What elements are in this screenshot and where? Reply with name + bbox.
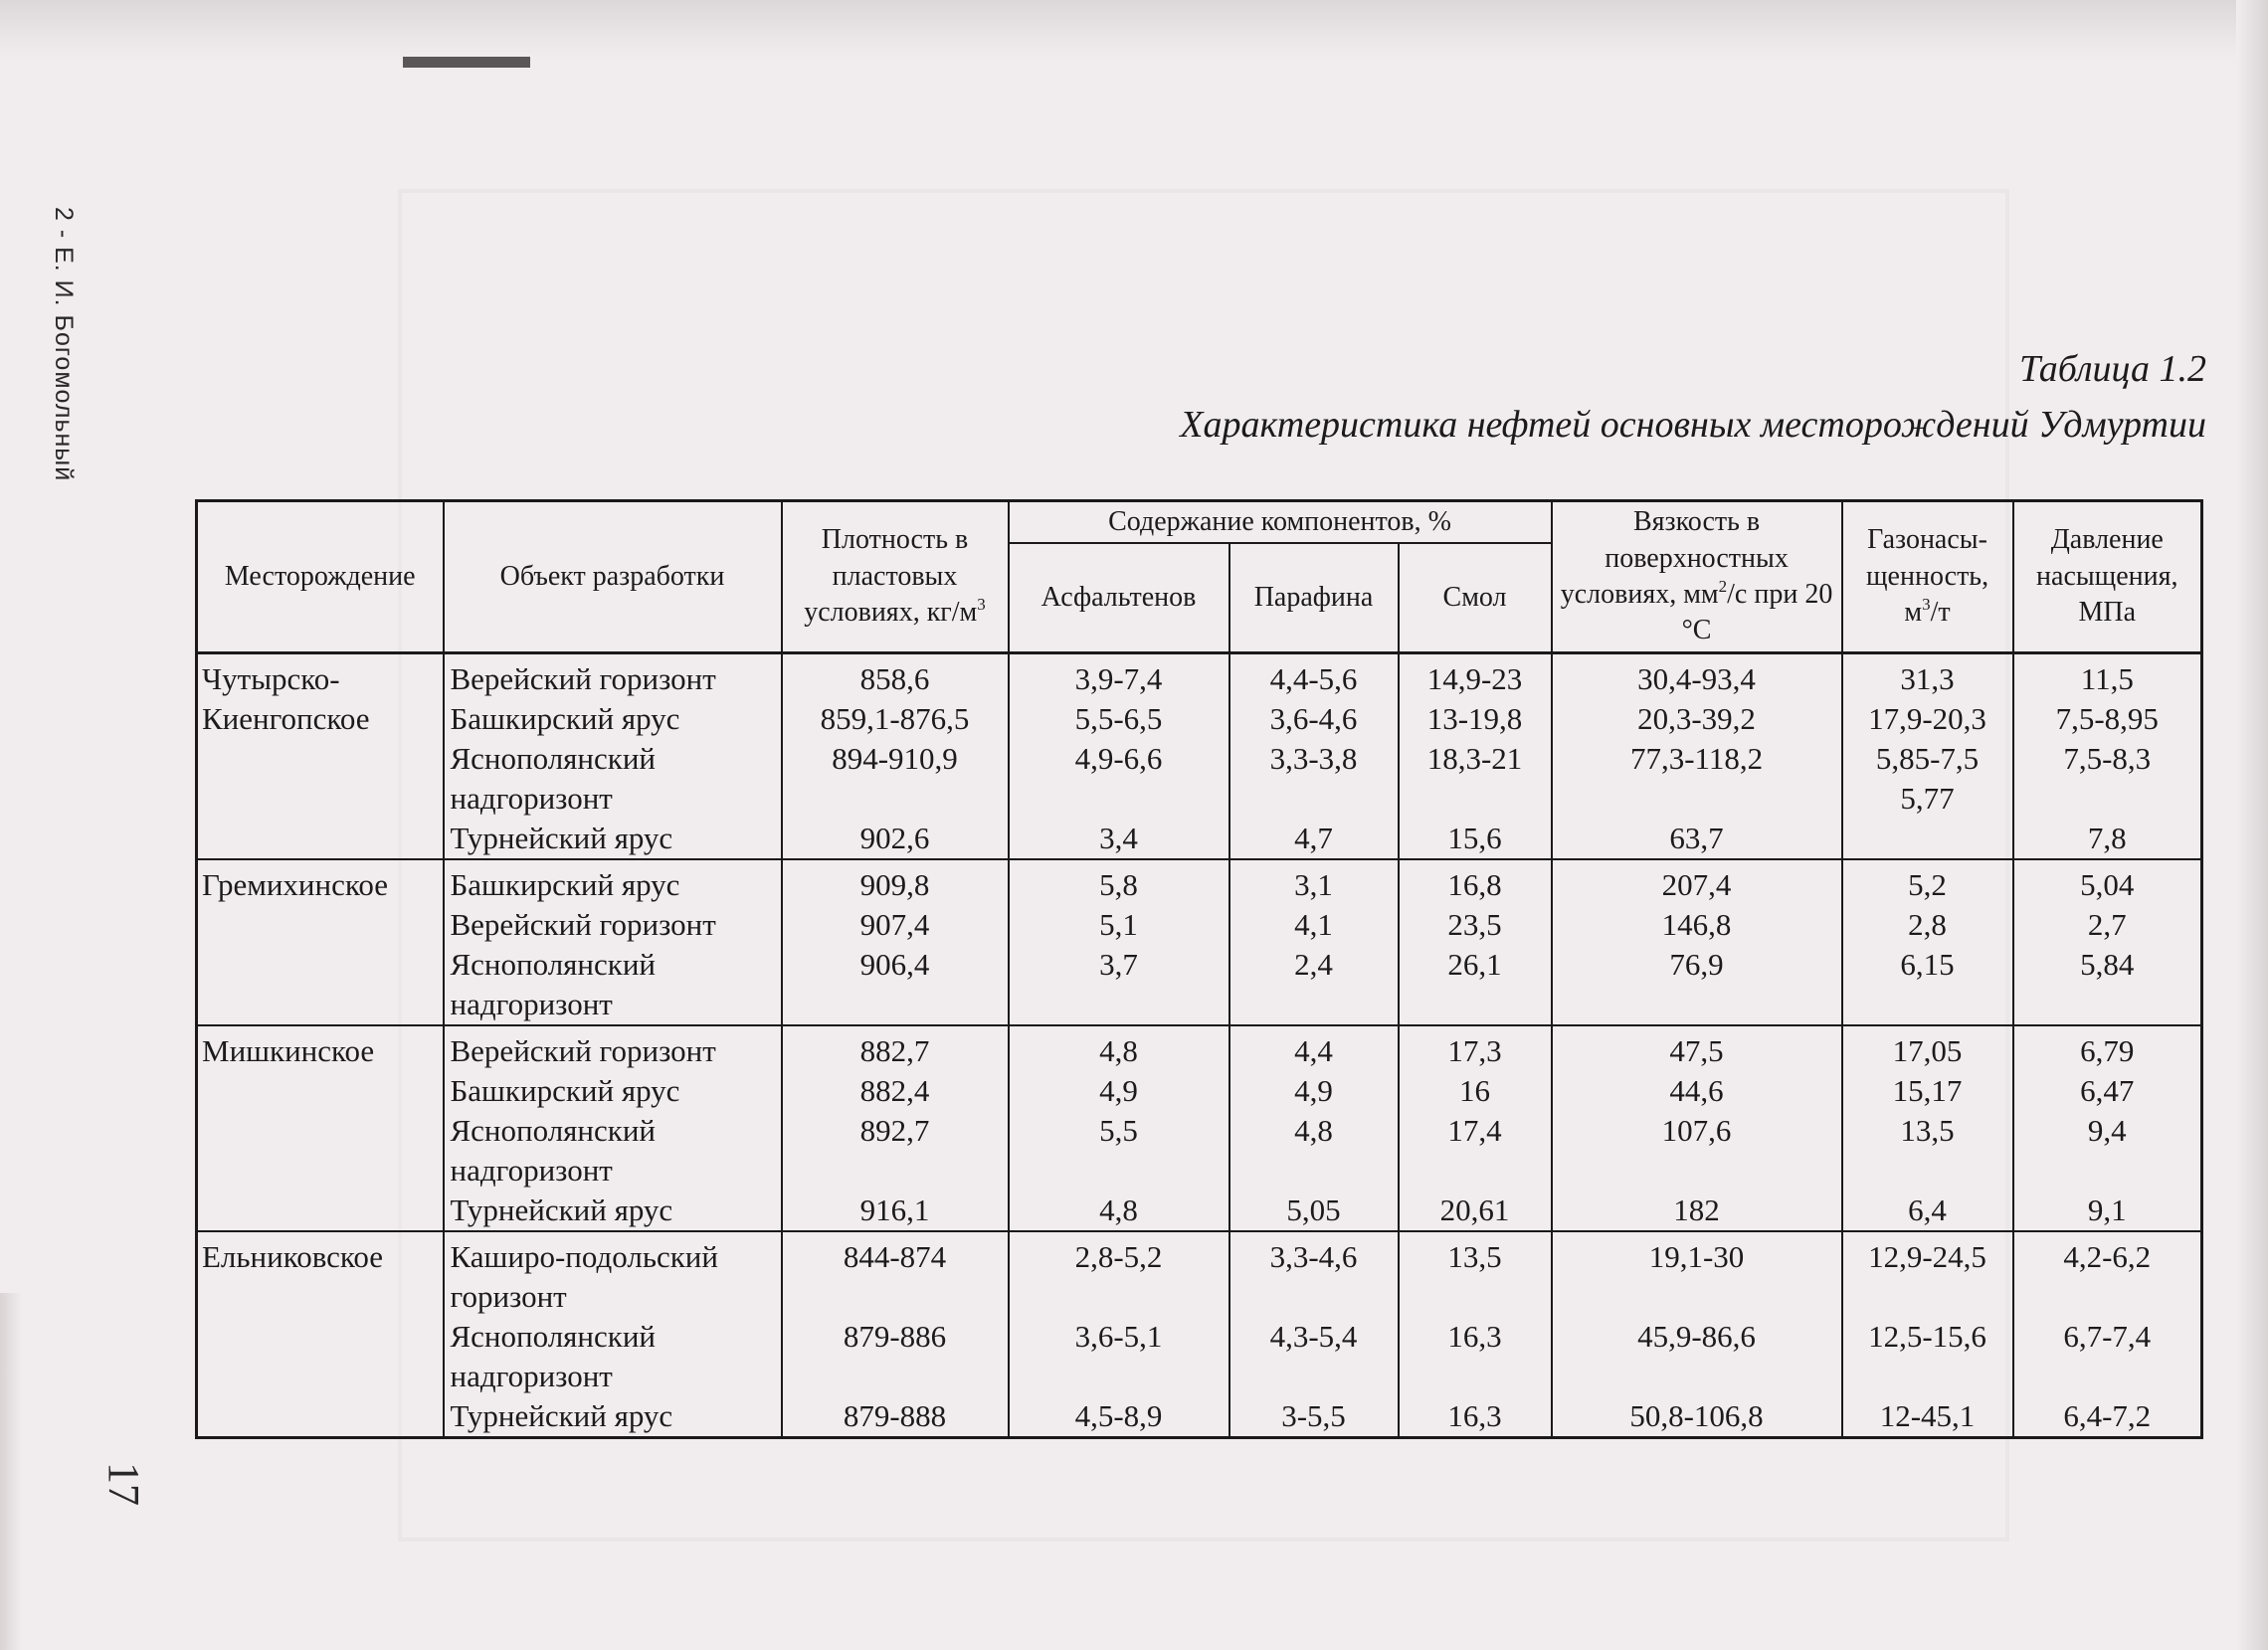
pressure-value: 7,8 — [2013, 819, 2202, 859]
gas-value: 6,15 — [1842, 945, 2013, 1025]
table-row — [197, 652, 2202, 699]
table-row — [197, 739, 2202, 819]
viscosity-value: 30,4-93,4 — [1552, 652, 1842, 699]
pressure-value: 6,79 — [2013, 1025, 2202, 1071]
paraffin-value: 4,1 — [1229, 905, 1399, 945]
asphaltenes-value: 2,8-5,2 — [1009, 1231, 1229, 1317]
table-row — [197, 1396, 2202, 1438]
pressure-value: 2,7 — [2013, 905, 2202, 945]
gas-value — [1842, 819, 2013, 859]
pressure-value: 9,1 — [2013, 1191, 2202, 1231]
resins-value: 17,3 — [1399, 1025, 1552, 1071]
pressure-value: 5,84 — [2013, 945, 2202, 1025]
density-value: 894-910,9 — [782, 739, 1009, 819]
gas-value: 13,5 — [1842, 1111, 2013, 1191]
paraffin-value: 2,4 — [1229, 945, 1399, 1025]
table-row — [197, 905, 2202, 945]
object-name: Башкирский ярус — [444, 1071, 782, 1111]
table-row — [197, 1025, 2202, 1071]
resins-value: 20,61 — [1399, 1191, 1552, 1231]
gas-value: 31,3 — [1842, 652, 2013, 699]
density-value: 916,1 — [782, 1191, 1009, 1231]
paraffin-value: 4,9 — [1229, 1071, 1399, 1111]
asphaltenes-value: 3,9-7,4 — [1009, 652, 1229, 699]
resins-value: 17,4 — [1399, 1111, 1552, 1191]
viscosity-value: 77,3-118,2 — [1552, 739, 1842, 819]
header-gas-tail: /т — [1930, 597, 1951, 629]
scan-artifact-bar — [403, 57, 530, 68]
viscosity-value: 146,8 — [1552, 905, 1842, 945]
viscosity-value: 47,5 — [1552, 1025, 1842, 1071]
field-name: Ельниковское — [197, 1231, 444, 1438]
density-value: 909,8 — [782, 859, 1009, 905]
object-name: Турнейский ярус — [444, 1191, 782, 1231]
paraffin-value: 4,4 — [1229, 1025, 1399, 1071]
paraffin-value: 3,3-3,8 — [1229, 739, 1399, 819]
density-value: 844-874 — [782, 1231, 1009, 1317]
gas-value-line1: 5,85-7,5 — [1875, 740, 1980, 776]
gas-value — [1842, 739, 2013, 819]
object-name: Турнейский ярус — [444, 1396, 782, 1438]
resins-value: 15,6 — [1399, 819, 1552, 859]
viscosity-value: 44,6 — [1552, 1071, 1842, 1111]
object-name: Турнейский ярус — [444, 819, 782, 859]
object-name: Верейский горизонт — [444, 1025, 782, 1071]
resins-value: 26,1 — [1399, 945, 1552, 1025]
header-gas-sup: 3 — [1922, 595, 1931, 615]
object-name: Башкирский ярус — [444, 859, 782, 905]
header-components: Содержание компонентов, % — [1009, 501, 1552, 544]
viscosity-value: 182 — [1552, 1191, 1842, 1231]
header-pressure: Давление насыщения, МПа — [2013, 501, 2202, 653]
table-title: Характеристика нефтей основных месторождений Удмуртии — [1180, 404, 2206, 446]
page-number: 17 — [99, 1462, 148, 1506]
resins-value: 16,8 — [1399, 859, 1552, 905]
asphaltenes-value: 5,5-6,5 — [1009, 699, 1229, 739]
paraffin-value: 4,8 — [1229, 1111, 1399, 1191]
table-row — [197, 945, 2202, 1025]
asphaltenes-value: 4,8 — [1009, 1191, 1229, 1231]
object-name: Яснополянский надгоризонт — [444, 1111, 782, 1191]
asphaltenes-value: 4,9 — [1009, 1071, 1229, 1111]
pressure-value: 6,7-7,4 — [2013, 1317, 2202, 1396]
viscosity-value: 107,6 — [1552, 1111, 1842, 1191]
object-name: Верейский горизонт — [444, 652, 782, 699]
table-row — [197, 1111, 2202, 1191]
gas-value: 15,17 — [1842, 1071, 2013, 1111]
viscosity-value: 19,1-30 — [1552, 1231, 1842, 1317]
header-density-text: Плотность в пластовых условиях, кг/м — [804, 524, 978, 629]
table-row — [197, 1317, 2202, 1396]
gas-value: 17,9-20,3 — [1842, 699, 2013, 739]
density-value: 879-888 — [782, 1396, 1009, 1438]
object-name: Каширо-подольский горизонт — [444, 1231, 782, 1317]
density-value: 906,4 — [782, 945, 1009, 1025]
viscosity-value: 63,7 — [1552, 819, 1842, 859]
paraffin-value: 3-5,5 — [1229, 1396, 1399, 1438]
resins-value: 23,5 — [1399, 905, 1552, 945]
density-value: 882,4 — [782, 1071, 1009, 1111]
pressure-value: 6,47 — [2013, 1071, 2202, 1111]
gas-value: 2,8 — [1842, 905, 2013, 945]
gas-value: 12-45,1 — [1842, 1396, 2013, 1438]
resins-value: 13-19,8 — [1399, 699, 1552, 739]
resins-value: 18,3-21 — [1399, 739, 1552, 819]
header-paraffin: Парафина — [1229, 543, 1399, 652]
header-resins: Смол — [1399, 543, 1552, 652]
field-name: Гремихинское — [197, 859, 444, 1025]
paraffin-value: 3,1 — [1229, 859, 1399, 905]
gas-value-line2: 5,77 — [1900, 780, 1955, 816]
object-name: Яснополянский надгоризонт — [444, 739, 782, 819]
density-value: 859,1-876,5 — [782, 699, 1009, 739]
viscosity-value: 207,4 — [1552, 859, 1842, 905]
viscosity-value: 20,3-39,2 — [1552, 699, 1842, 739]
asphaltenes-value: 5,5 — [1009, 1111, 1229, 1191]
header-density — [782, 501, 1009, 653]
field-name: Чутырско-Киенгопское — [197, 652, 444, 859]
header-asphaltenes: Асфальтенов — [1009, 543, 1229, 652]
paraffin-value: 4,4-5,6 — [1229, 652, 1399, 699]
paraffin-value: 4,3-5,4 — [1229, 1317, 1399, 1396]
gas-value: 5,2 — [1842, 859, 2013, 905]
header-object: Объект разработки — [444, 501, 782, 653]
density-value: 879-886 — [782, 1317, 1009, 1396]
viscosity-value: 76,9 — [1552, 945, 1842, 1025]
asphaltenes-value: 5,8 — [1009, 859, 1229, 905]
header-gas-text: Газонасы-щенность, м — [1865, 524, 1989, 629]
field-name: Мишкинское — [197, 1025, 444, 1231]
asphaltenes-value: 4,5-8,9 — [1009, 1396, 1229, 1438]
asphaltenes-value: 3,4 — [1009, 819, 1229, 859]
pressure-value: 6,4-7,2 — [2013, 1396, 2202, 1438]
page-top-shadow — [0, 0, 2268, 62]
asphaltenes-value: 4,9-6,6 — [1009, 739, 1229, 819]
asphaltenes-value: 4,8 — [1009, 1025, 1229, 1071]
pressure-value: 4,2-6,2 — [2013, 1231, 2202, 1317]
gas-value: 17,05 — [1842, 1025, 2013, 1071]
density-value: 882,7 — [782, 1025, 1009, 1071]
pressure-value: 9,4 — [2013, 1111, 2202, 1191]
table-row — [197, 1191, 2202, 1231]
gas-value: 12,5-15,6 — [1842, 1317, 2013, 1396]
resins-value: 14,9-23 — [1399, 652, 1552, 699]
page-left-edge — [0, 1293, 22, 1650]
asphaltenes-value: 3,7 — [1009, 945, 1229, 1025]
asphaltenes-value: 3,6-5,1 — [1009, 1317, 1229, 1396]
density-value: 892,7 — [782, 1111, 1009, 1191]
gas-value: 12,9-24,5 — [1842, 1231, 2013, 1317]
density-value: 858,6 — [782, 652, 1009, 699]
table-row — [197, 699, 2202, 739]
resins-value: 16 — [1399, 1071, 1552, 1111]
object-name: Яснополянский надгоризонт — [444, 1317, 782, 1396]
header-viscosity-sup: 2 — [1718, 576, 1728, 596]
asphaltenes-value: 5,1 — [1009, 905, 1229, 945]
object-name: Башкирский ярус — [444, 699, 782, 739]
pressure-value: 7,5-8,3 — [2013, 739, 2202, 819]
running-header: 2 - Е. И. Богомольный — [50, 207, 78, 482]
table-row — [197, 1231, 2202, 1317]
paraffin-value: 3,3-4,6 — [1229, 1231, 1399, 1317]
resins-value: 16,3 — [1399, 1396, 1552, 1438]
header-viscosity-tail: /с при 20 °С — [1681, 578, 1833, 646]
header-viscosity-text: Вязкость в поверхностных условиях, мм — [1560, 506, 1789, 610]
table-row — [197, 1071, 2202, 1111]
gas-value: 6,4 — [1842, 1191, 2013, 1231]
table-row — [197, 859, 2202, 905]
header-gas — [1842, 501, 2013, 653]
header-viscosity — [1552, 501, 1842, 653]
object-name: Яснополянский надгоризонт — [444, 945, 782, 1025]
table-row — [197, 819, 2202, 859]
table-label: Таблица 1.2 — [2019, 348, 2206, 390]
paraffin-value: 4,7 — [1229, 819, 1399, 859]
header-density-sup: 3 — [977, 595, 986, 615]
pressure-value: 5,04 — [2013, 859, 2202, 905]
oil-characteristics-table — [195, 499, 2203, 1439]
pressure-value: 7,5-8,95 — [2013, 699, 2202, 739]
pressure-value: 11,5 — [2013, 652, 2202, 699]
paraffin-value: 5,05 — [1229, 1191, 1399, 1231]
paraffin-value: 3,6-4,6 — [1229, 699, 1399, 739]
resins-value: 13,5 — [1399, 1231, 1552, 1317]
object-name: Верейский горизонт — [444, 905, 782, 945]
resins-value: 16,3 — [1399, 1317, 1552, 1396]
density-value: 902,6 — [782, 819, 1009, 859]
viscosity-value: 45,9-86,6 — [1552, 1317, 1842, 1396]
page-right-edge — [2236, 0, 2268, 1650]
viscosity-value: 50,8-106,8 — [1552, 1396, 1842, 1438]
density-value: 907,4 — [782, 905, 1009, 945]
header-field: Месторождение — [197, 501, 444, 653]
